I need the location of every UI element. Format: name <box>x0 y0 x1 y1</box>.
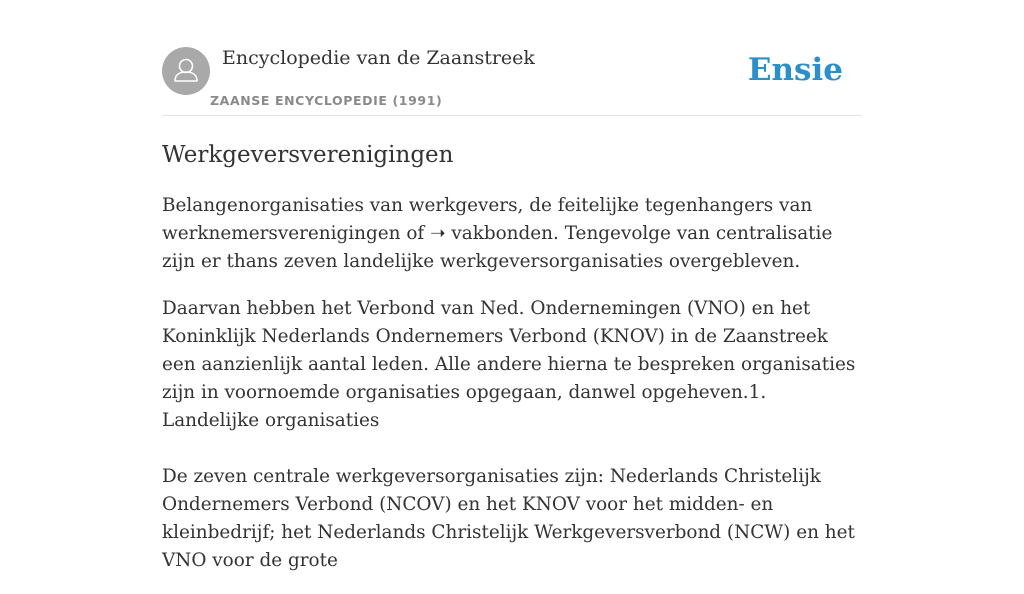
source-subtitle[interactable]: ZAANSE ENCYCLOPEDIE (1991) <box>210 93 443 108</box>
user-silhouette-icon[interactable] <box>162 47 210 95</box>
article-title: Werkgeversverenigingen <box>162 142 454 168</box>
brand-logo[interactable]: Ensie <box>747 52 843 88</box>
source-header <box>162 0 862 116</box>
article-body <box>162 192 862 594</box>
paragraph: Daarvan hebben het Verbond van Ned. Ondernemingen (VNO) en het Koninklijk Nederlands Ondernemers Verbond (KNOV) in de Zaanstreek een aanzienlijk aantal leden. Alle andere hierna te bespreken organisaties zijn in voornoemde organisaties opgegaan, danwel opgeheven.1. Landelijke organisaties <box>162 298 856 431</box>
paragraph: Belangenorganisaties van werkgevers, de feitelijke tegenhangers van werknemersverenigingen of ➝ vakbonden. Tengevolge van centralisatie zijn er thans zeven landelijke werkgeversorganisaties overgebleven. <box>162 195 833 272</box>
source-title[interactable]: Encyclopedie van de Zaanstreek <box>222 47 535 69</box>
page-container <box>162 0 862 571</box>
paragraph: De zeven centrale werkgeversorganisaties zijn: Nederlands Christelijk Ondernemers Verbond (NCOV) en het KNOV voor het midden- en kleinbedrijf; het Nederlands Christelijk Werkgeversverbond (NCW) en het VNO voor de grote <box>162 466 855 571</box>
